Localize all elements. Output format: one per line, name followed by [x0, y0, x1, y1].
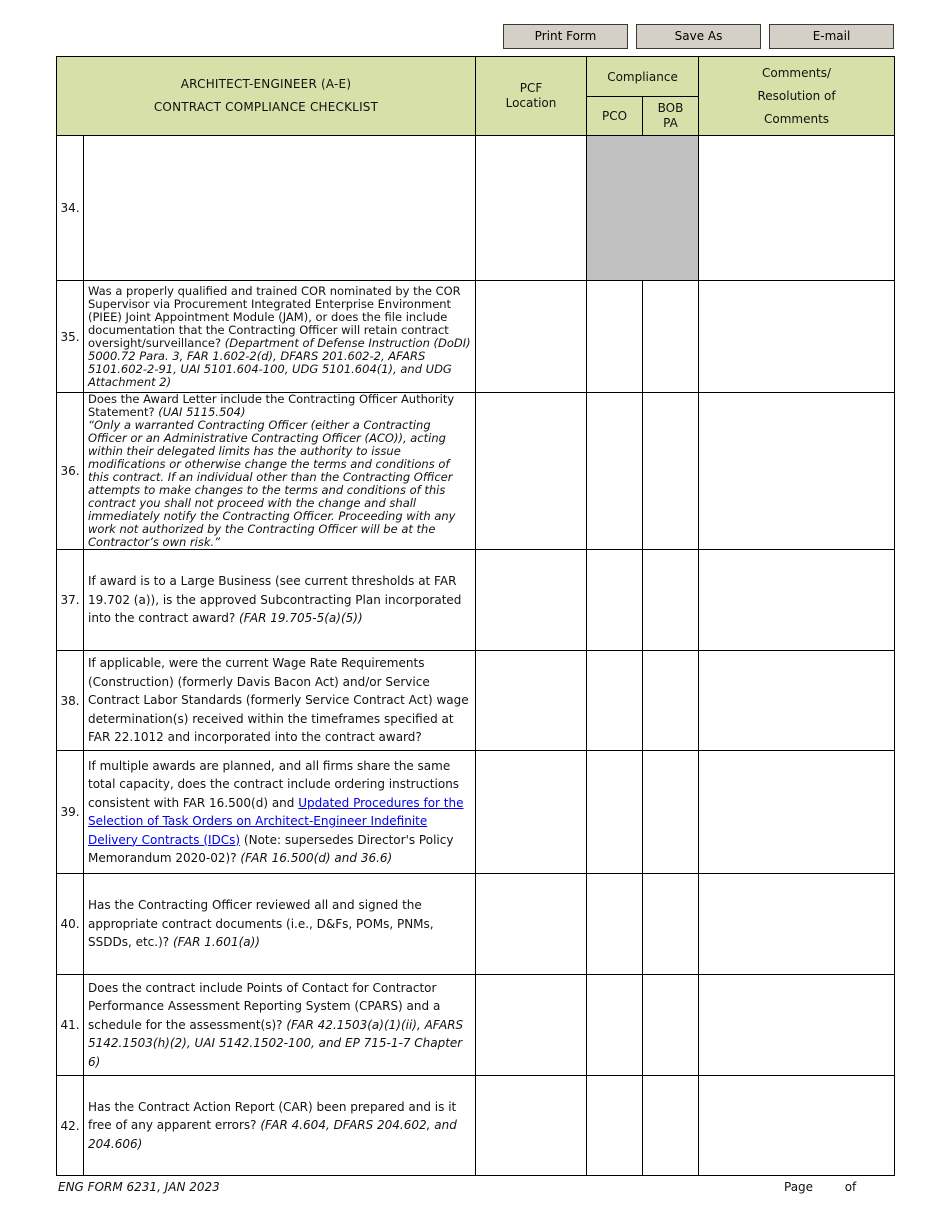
item-number: 36. — [57, 393, 84, 550]
form-title: ARCHITECT-ENGINEER (A-E) CONTRACT COMPLIANCE CHECKLIST — [57, 57, 476, 136]
pco-field[interactable] — [587, 550, 643, 651]
item-number: 40. — [57, 874, 84, 975]
table-row — [57, 136, 895, 281]
item-number: 38. — [57, 651, 84, 751]
question-text: Was a properly qualified and trained COR nominated by the COR Supervisor via Procurement Integrated Enterprise Environment (PIEE) Joint Appointment Module (JAM), or does the file include documentation that the Contracting Officer will retain contract oversight/surveillance? (Department of Defense Instruction (DoDI) 5000.72 Para. 3, FAR 1.602-2(d), DFARS 201.602-2, AFARS 5101.602-2-91, UAI 5101.604-100, UDG 5101.604(1), and UDG Attachment 2) — [84, 281, 476, 393]
pco-field[interactable] — [587, 975, 643, 1076]
bob-pa-field[interactable] — [643, 550, 699, 651]
pco-field[interactable] — [587, 651, 643, 751]
table-row — [57, 1076, 895, 1176]
question-text: Has the Contracting Officer reviewed all and signed the appropriate contract documents (i.e., D&Fs, POMs, PNMs, SSDDs, etc.)? (FAR 1.601(a)) — [84, 874, 476, 975]
question-text: Does the contract include Points of Contact for Contractor Performance Assessment Reporting System (CPARS) and a schedule for the assessment(s)? (FAR 42.1503(a)(1)(ii), AFARS 5142.1503(h)(2), UAI 5142.1502-100, and EP 715-1-7 Chapter 6) — [84, 975, 476, 1076]
question-text: Does the Award Letter include the Contracting Officer Authority Statement? (UAI 5115.504) “Only a warranted Contracting Officer (either a Contracting Officer or an Administrative Contracting Officer (ACO)), acting within their delegated limits has the authority to issue modifications or otherwise change the terms and conditions of this contract. If an individual other than the Contracting Officer attempts to make changes to the terms and conditions of this contract you shall not proceed with the change and shall immediately notify the Contracting Officer. Proceeding with any work not authorized by the Contracting Officer will be at the Contractor’s own risk.” — [84, 393, 476, 550]
comments-header: Comments/ Resolution of Comments — [699, 57, 895, 136]
print-form-button[interactable]: Print Form — [503, 24, 628, 49]
bob-pa-field[interactable] — [643, 1076, 699, 1176]
pcf-location-field[interactable] — [476, 550, 587, 651]
of-label: of — [844, 1180, 857, 1194]
bob-pa-field[interactable] — [643, 874, 699, 975]
updated-procedures-link[interactable]: Updated Procedures for the Selection of Task Orders on Architect-Engineer Indefinite Delivery Contracts (IDCs) — [88, 795, 464, 847]
page-label: Page — [784, 1180, 814, 1194]
pco-field[interactable] — [587, 1076, 643, 1176]
comments-field[interactable] — [699, 874, 895, 975]
comments-field[interactable] — [699, 281, 895, 393]
pcf-location-field[interactable] — [476, 136, 587, 281]
pcf-location-field[interactable] — [476, 651, 587, 751]
checklist-table — [56, 56, 895, 1176]
compliance-field-disabled — [587, 136, 699, 281]
pcf-location-field[interactable] — [476, 281, 587, 393]
table-row — [57, 281, 895, 393]
question-text: Has the Contract Action Report (CAR) been prepared and is it free of any apparent errors? (FAR 4.604, DFARS 204.602, and 204.606) — [84, 1076, 476, 1176]
item-number: 34. — [57, 136, 84, 281]
page-indicator — [784, 1180, 856, 1194]
table-row — [57, 874, 895, 975]
table-row — [57, 975, 895, 1076]
pcf-location-field[interactable] — [476, 1076, 587, 1176]
bob-pa-header: BOB PA — [643, 97, 699, 136]
bob-pa-field[interactable] — [643, 651, 699, 751]
pco-field[interactable] — [587, 281, 643, 393]
pcf-location-field[interactable] — [476, 393, 587, 550]
question-text: If applicable, were the current Wage Rate Requirements (Construction) (formerly Davis Bacon Act) and/or Service Contract Labor Standards (formerly Service Contract Act) wage determination(s) received within the timeframes specified at FAR 22.1012 and incorporated into the contract award? — [84, 651, 476, 751]
question-text: If award is to a Large Business (see current thresholds at FAR 19.702 (a)), is the approved Subcontracting Plan incorporated into the contract award? (FAR 19.705-5(a)(5)) — [84, 550, 476, 651]
save-as-button[interactable]: Save As — [636, 24, 761, 49]
pcf-location-field[interactable] — [476, 975, 587, 1076]
table-row — [57, 550, 895, 651]
table-row — [57, 651, 895, 751]
pcf-location-header: PCF Location — [476, 57, 587, 136]
compliance-header: Compliance — [587, 57, 699, 97]
comments-field[interactable] — [699, 651, 895, 751]
form-id: ENG FORM 6231, JAN 2023 — [58, 1180, 220, 1194]
table-row — [57, 751, 895, 874]
comments-field[interactable] — [699, 975, 895, 1076]
comments-field[interactable] — [699, 393, 895, 550]
pco-field[interactable] — [587, 393, 643, 550]
bob-pa-field[interactable] — [643, 975, 699, 1076]
bob-pa-field[interactable] — [643, 751, 699, 874]
email-button[interactable]: E-mail — [769, 24, 894, 49]
item-number: 39. — [57, 751, 84, 874]
item-number: 42. — [57, 1076, 84, 1176]
pcf-location-field[interactable] — [476, 874, 587, 975]
item-number: 37. — [57, 550, 84, 651]
pco-field[interactable] — [587, 874, 643, 975]
authority-statement-quote: “Only a warranted Contracting Officer (either a Contracting Officer or an Administrative Contracting Officer (ACO)), acting within their delegated limits has the authority to issue modifications or otherwise change the terms and conditions of this contract. If an individual other than the Contracting Officer attempts to make changes to the terms and conditions of this contract you shall not proceed with the change and shall immediately notify the Contracting Officer. Proceeding with any work not authorized by the Contracting Officer will be at the Contractor’s own risk.” — [88, 418, 456, 549]
pcf-location-field[interactable] — [476, 751, 587, 874]
comments-field[interactable] — [699, 751, 895, 874]
comments-field[interactable] — [699, 136, 895, 281]
pco-header: PCO — [587, 97, 643, 136]
question-text[interactable] — [84, 136, 476, 281]
pco-field[interactable] — [587, 751, 643, 874]
bob-pa-field[interactable] — [643, 393, 699, 550]
comments-field[interactable] — [699, 550, 895, 651]
question-text: If multiple awards are planned, and all firms share the same total capacity, does the contract include ordering instructions consistent with FAR 16.500(d) and Updated Procedures for the Selection of Task Orders on Architect-Engineer Indefinite Delivery Contracts (IDCs) (Note: supersedes Director's Policy Memorandum 2020-02)? (FAR 16.500(d) and 36.6) — [84, 751, 476, 874]
item-number: 41. — [57, 975, 84, 1076]
comments-field[interactable] — [699, 1076, 895, 1176]
table-row — [57, 393, 895, 550]
bob-pa-field[interactable] — [643, 281, 699, 393]
item-number: 35. — [57, 281, 84, 393]
